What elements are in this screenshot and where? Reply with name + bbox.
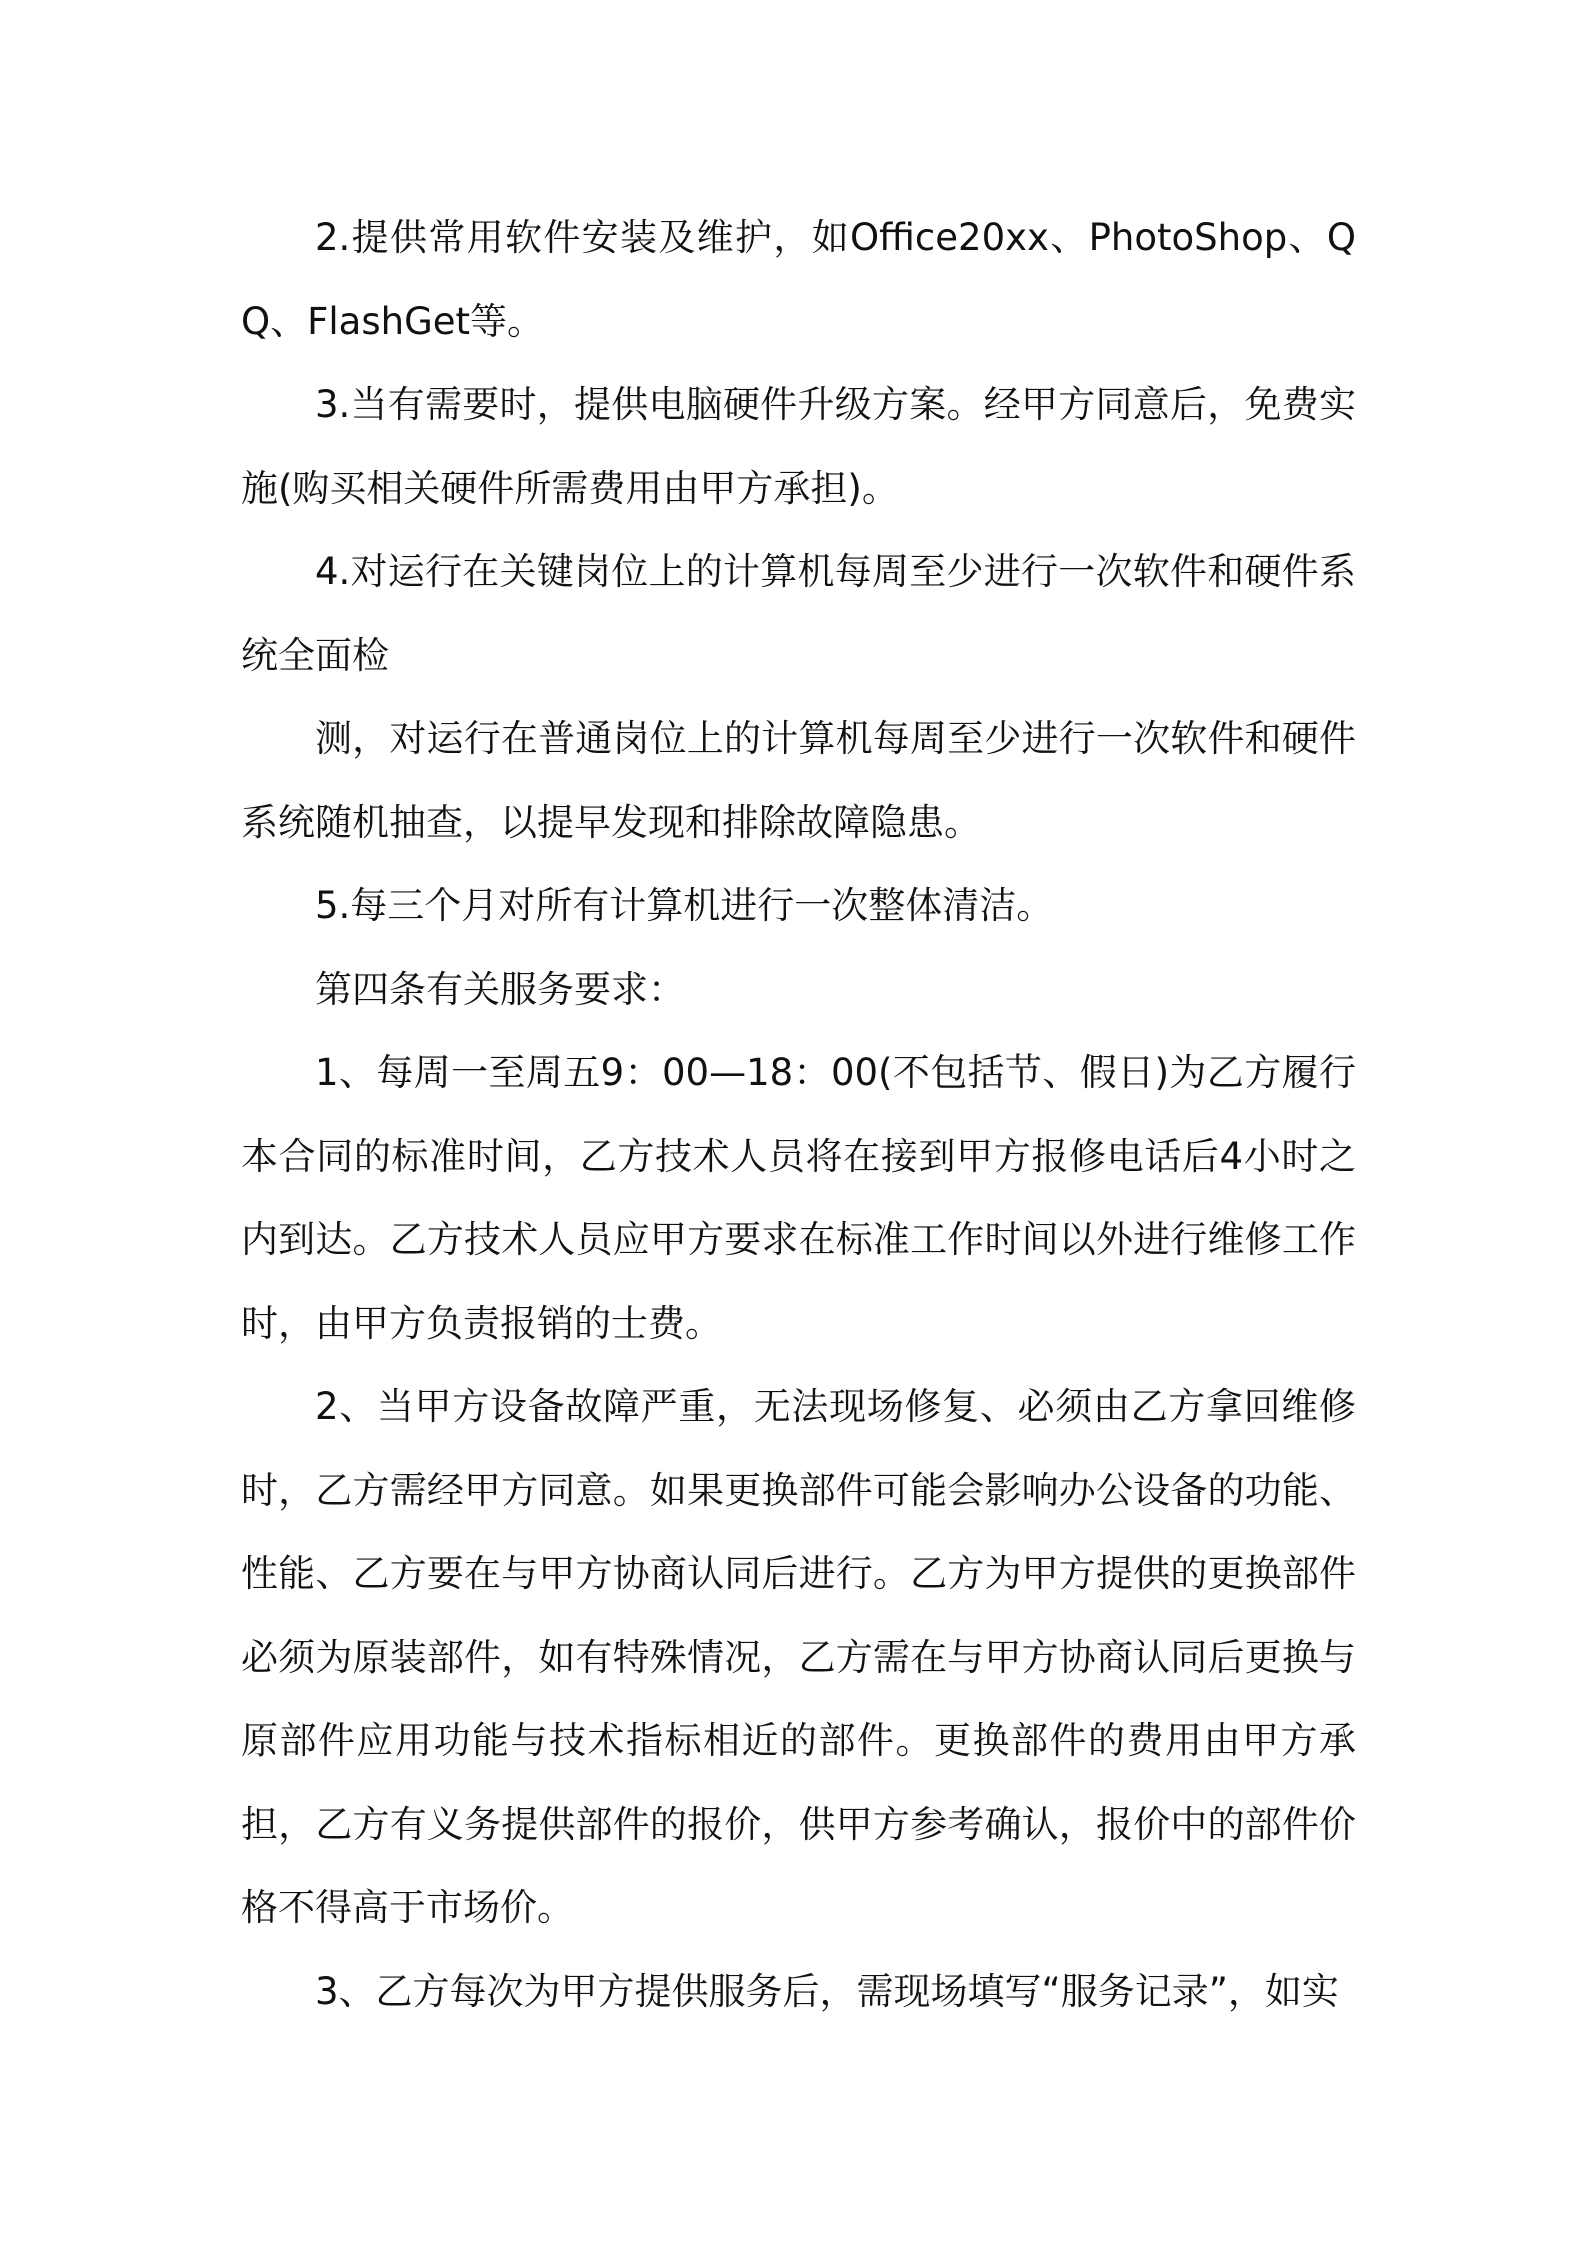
- paragraph-service-record: 3、乙方每次为甲方提供服务后，需现场填写“服务记录”，如实: [315, 1969, 1339, 2013]
- paragraph-cleaning: 5.每三个月对所有计算机进行一次整体清洁。: [315, 884, 1054, 927]
- paragraph-service-hours: 1、每周一至周五9：00—18：00(不包括节、假日)为乙方履行本合同的标准时间，乙方技术人员将在接到甲方报修电话后4小时之内到达。乙方技术人员应甲方要求在标准工作时间以外进行维修工作时，由甲方负责报销的士费。: [241, 1051, 1356, 1345]
- paragraph-key-post-check: 4.对运行在关键岗位上的计算机每周至少进行一次软件和硬件系统全面检: [241, 550, 1356, 677]
- paragraph-normal-post-check: 测，对运行在普通岗位上的计算机每周至少进行一次软件和硬件系统随机抽查，以提早发现和排除故障隐患。: [241, 717, 1356, 844]
- paragraph-hardware-upgrade: 3.当有需要时，提供电脑硬件升级方案。经甲方同意后，免费实施(购买相关硬件所需费用由甲方承担)。: [241, 383, 1356, 510]
- section-heading-service-requirements: 第四条有关服务要求：: [315, 967, 685, 1011]
- paragraph-software-install: 2.提供常用软件安装及维护，如Office20xx、PhotoShop、QQ、FlashGet等。: [241, 216, 1356, 343]
- paragraph-repair-replacement: 2、当甲方设备故障严重，无法现场修复、必须由乙方拿回维修时，乙方需经甲方同意。如果更换部件可能会影响办公设备的功能、性能、乙方要在与甲方协商认同后进行。乙方为甲方提供的更换部件必须为原装部件，如有特殊情况，乙方需在与甲方协商认同后更换与原部件应用功能与技术指标相近的部件。更换部件的费用由甲方承担，乙方有义务提供部件的报价，供甲方参考确认，报价中的部件价格不得高于市场价。: [241, 1385, 1356, 1929]
- document-body: [241, 196, 1356, 2033]
